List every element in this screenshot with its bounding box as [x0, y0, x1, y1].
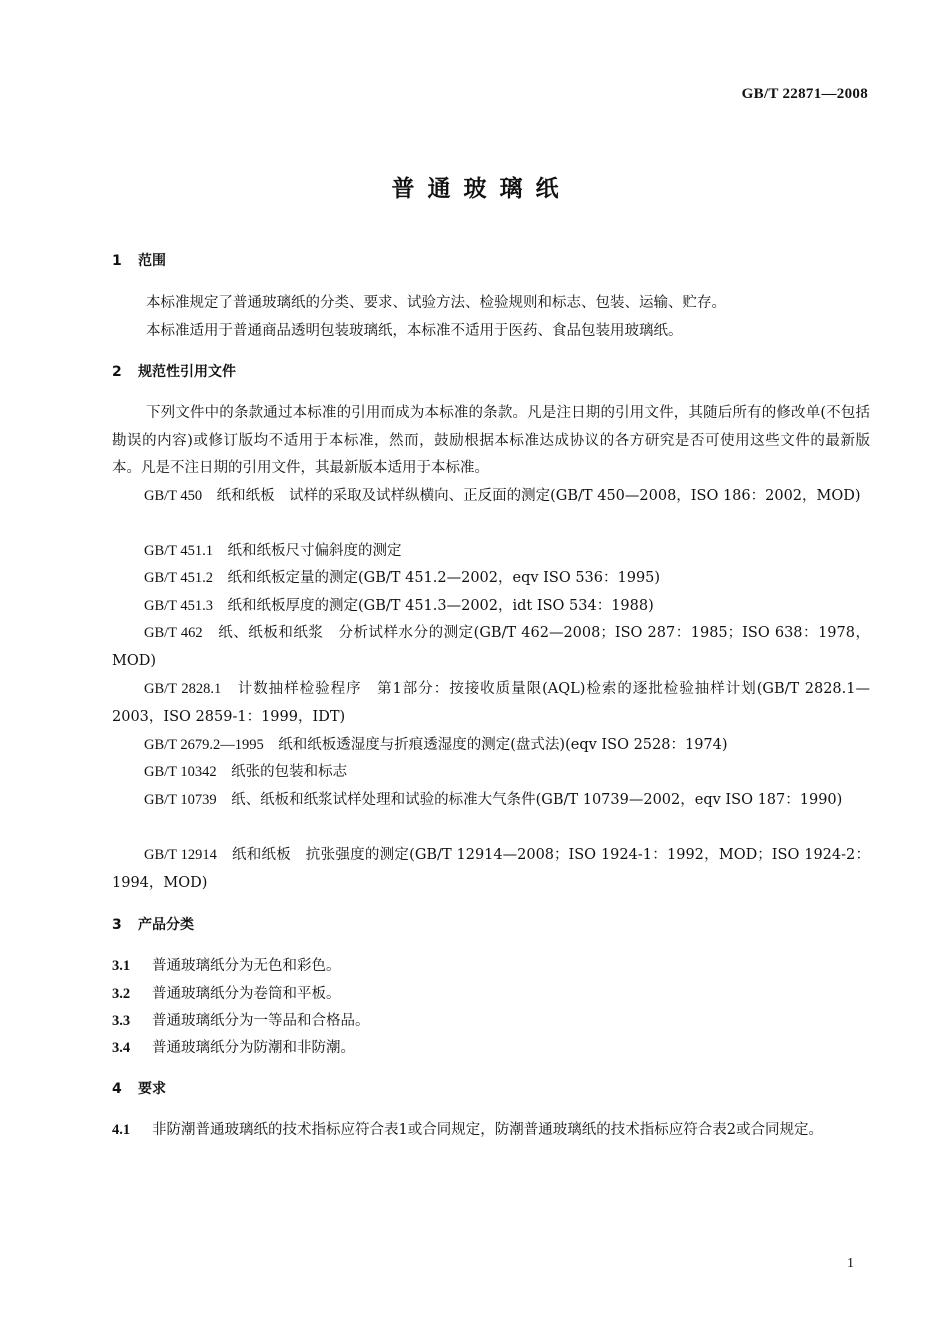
clause-item [112, 1117, 870, 1145]
reference-code: GB/T 10739 [144, 792, 217, 808]
clause-number: 3.2 [112, 986, 131, 1002]
reference-code: GB/T 450 [144, 488, 203, 504]
reference-item [112, 676, 870, 731]
section-title: 范围 [138, 253, 166, 269]
section-title: 产品分类 [138, 917, 194, 933]
reference-text: 计数抽样检验程序 第1部分：按接收质量限(AQL)检索的逐批检验抽样计划(GB/T 2828.1—2003，ISO 2859-1：1999，IDT) [112, 681, 870, 725]
clause-number: 4.1 [112, 1122, 131, 1138]
reference-text: 纸和纸板透湿度与折痕透湿度的测定(盘式法)(eqv ISO 2528：1974) [278, 737, 728, 753]
reference-item [112, 538, 870, 566]
reference-item [112, 759, 870, 787]
section-4-heading [112, 1078, 166, 1098]
reference-item [112, 565, 870, 593]
clause-number: 3.4 [112, 1040, 131, 1056]
standard-code: GB/T 22871—2008 [741, 86, 868, 102]
document-title: 普通玻璃纸 [391, 176, 572, 202]
reference-text: 纸和纸板 试样的采取及试样纵横向、正反面的测定(GB/T 450—2008，ISO 186：2002，MOD) [216, 488, 861, 504]
section-number: 1 [112, 253, 122, 269]
reference-text: 纸和纸板厚度的测定(GB/T 451.3—2002，idt ISO 534：1988) [227, 598, 654, 614]
reference-item [112, 593, 870, 621]
section-number: 4 [112, 1081, 122, 1097]
clause-text: 普通玻璃纸分为防潮和非防潮。 [152, 1040, 355, 1056]
reference-text: 纸和纸板定量的测定(GB/T 451.2—2002，eqv ISO 536：1995) [227, 570, 661, 586]
clause-text: 普通玻璃纸分为卷筒和平板。 [152, 986, 341, 1002]
reference-code: GB/T 462 [144, 625, 203, 641]
clause-item [112, 953, 870, 981]
section-title: 要求 [138, 1081, 166, 1097]
reference-text: 纸张的包装和标志 [231, 764, 348, 780]
section-1-heading [112, 250, 166, 270]
reference-item [112, 732, 870, 760]
reference-text: 纸和纸板 抗张强度的测定(GB/T 12914—2008；ISO 1924-1：1992，MOD；ISO 1924-2：1994，MOD) [112, 847, 871, 891]
clause-number: 3.1 [112, 958, 131, 974]
reference-code: GB/T 10342 [144, 764, 217, 780]
scope-paragraph-1: 本标准规定了普通玻璃纸的分类、要求、试验方法、检验规则和标志、包装、运输、贮存。 [146, 295, 726, 311]
reference-code: GB/T 12914 [144, 847, 217, 863]
clause-item [112, 981, 870, 1009]
reference-code: GB/T 451.1 [144, 543, 214, 559]
clause-text: 普通玻璃纸分为一等品和合格品。 [152, 1013, 370, 1029]
clause-text: 普通玻璃纸分为无色和彩色。 [152, 958, 341, 974]
page-number: 1 [847, 1256, 854, 1271]
reference-text: 纸、纸板和纸浆 分析试样水分的测定(GB/T 462—2008；ISO 287：1985；ISO 638：1978，MOD) [112, 625, 870, 669]
section-3-heading [112, 914, 194, 934]
section-2-heading [112, 361, 236, 381]
reference-item [112, 483, 870, 511]
section-number: 2 [112, 364, 122, 380]
reference-code: GB/T 2679.2—1995 [144, 737, 264, 753]
reference-code: GB/T 451.3 [144, 598, 214, 614]
scope-paragraph-2: 本标准适用于普通商品透明包装玻璃纸，本标准不适用于医药、食品包装用玻璃纸。 [146, 323, 683, 339]
reference-text: 纸和纸板尺寸偏斜度的测定 [227, 543, 402, 559]
clause-text: 非防潮普通玻璃纸的技术指标应符合表1或合同规定，防潮普通玻璃纸的技术指标应符合表2或合同规定。 [152, 1122, 823, 1138]
references-intro: 下列文件中的条款通过本标准的引用而成为本标准的条款。凡是注日期的引用文件，其随后所有的修改单(不包括勘误的内容)或修订版均不适用于本标准，然而，鼓励根据本标准达成协议的各方研究是否可使用这些文件的最新版本。凡是不注日期的引用文件，其最新版本适用于本标准。 [112, 405, 870, 476]
clause-item [112, 1035, 870, 1063]
reference-code: GB/T 2828.1 [144, 681, 222, 697]
clause-item [112, 1008, 870, 1036]
reference-text: 纸、纸板和纸浆试样处理和试验的标准大气条件(GB/T 10739—2002，eqv ISO 187：1990) [231, 792, 843, 808]
reference-item [112, 787, 870, 815]
clause-number: 3.3 [112, 1013, 131, 1029]
reference-item [112, 620, 870, 675]
reference-code: GB/T 451.2 [144, 570, 214, 586]
section-title: 规范性引用文件 [138, 364, 236, 380]
section-number: 3 [112, 917, 122, 933]
reference-item [112, 842, 870, 897]
